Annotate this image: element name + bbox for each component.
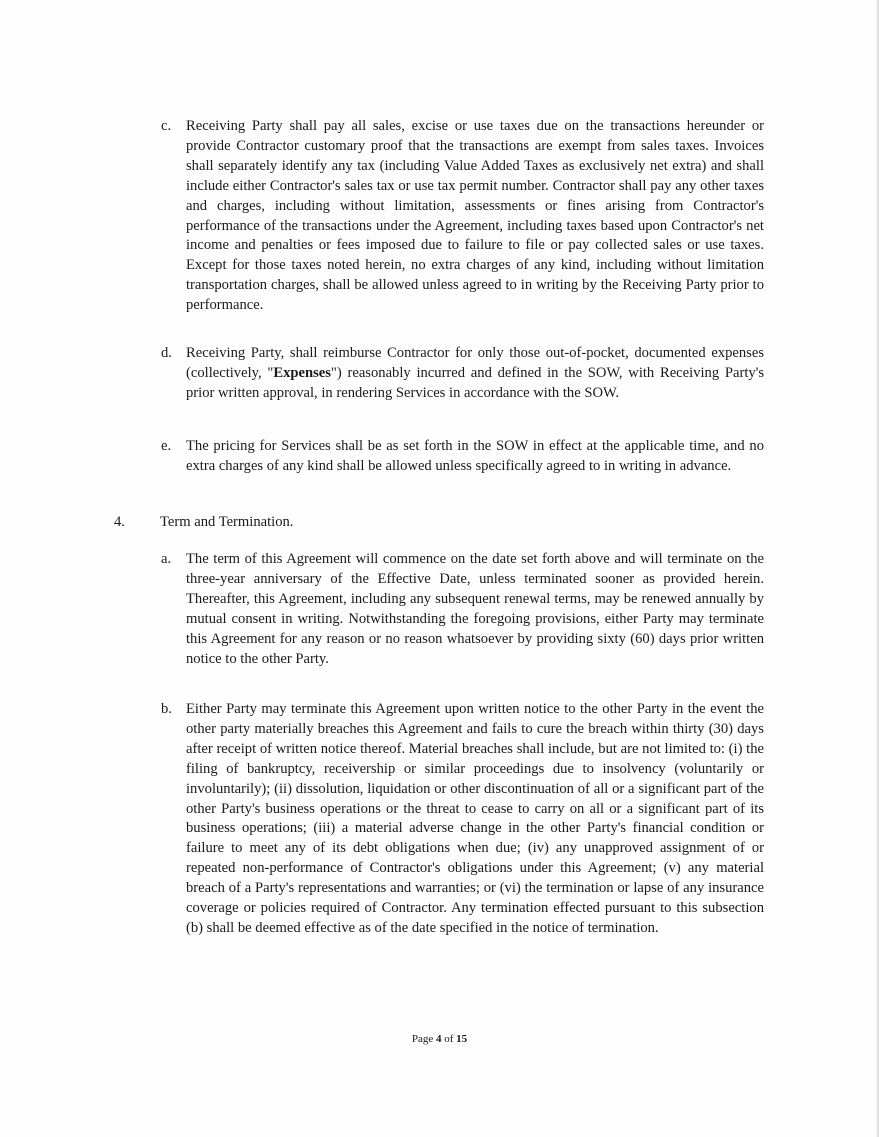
item-d-paragraph [186,344,764,404]
footer-total-pages: 15 [456,1033,468,1045]
section-4-title: Term and Termination. [160,514,294,530]
footer-page-number: 4 [435,1033,442,1045]
item-c-paragraph: Receiving Party shall pay all sales, excise or use taxes due on the transactions hereunder or provide Contractor customary proof that the transactions are exempt from sales taxes. Invoices shall separately identify any tax (including Value Added Taxes as exclusively net extra) and shall include either Contractor's sales tax or use tax permit number. Contractor shall pay any other taxes and charges, including without limitation, assessments or fines arising from Contractor's performance of the transactions under the Agreement, including taxes based upon Contractor's net income and penalties or fees imposed due to failure to file or pay collected sales or use taxes. Except for those taxes noted herein, no extra charges of any kind, including without limitation transportation charges, shall be allowed unless agreed to in writing by the Receiving Party prior to performance. [186,118,764,314]
item-b-marker: b. [161,701,172,717]
item-e-marker: e. [161,438,172,454]
item-d-marker: d. [161,345,172,361]
item-d-text-before: Receiving Party, shall reimburse Contractor for only those out-of-pocket, documented expenses (collectively, " [186,345,764,381]
section-4-number: 4. [114,514,125,530]
page-footer [0,1033,879,1045]
item-b-paragraph: Either Party may terminate this Agreement upon written notice to the other Party in the event the other party materially breaches this Agreement and fails to cure the breach within thirty (30) days after receipt of written notice thereof. Material breaches shall include, but are not limited to: (i) the filing of bankruptcy, receivership or similar proceedings due to insolvency (voluntarily or involuntarily); (ii) dissolution, liquidation or other discontinuation of all or a significant part of the other Party's business operations or the threat to cease to carry on all or a significant part of its business operations; (iii) a material adverse change in the other Party's financial condition or failure to meet any of its debt obligations when due; (iv) any unapproved assignment of or repeated non-performance of Contractor's obligations under this Agreement; (v) any material breach of a Party's representations and warranties; or (vi) the termination or lapse of any insurance coverage or policies required of Contractor. Any termination effected pursuant to this subsection (b) shall be deemed effective as of the date specified in the notice of termination. [186,701,764,936]
item-a-marker: a. [161,551,172,567]
footer-page-label: Page [411,1033,434,1045]
item-e-paragraph: The pricing for Services shall be as set forth in the SOW in effect at the applicable time, and no extra charges of any kind shall be allowed unless specifically agreed to in writing in advance. [186,438,764,474]
item-a-paragraph: The term of this Agreement will commence on the date set forth above and will terminate on the three-year anniversary of the Effective Date, unless terminated sooner as provided herein. Thereafter, this Agreement, including any subsequent renewal terms, may be renewed annually by mutual consent in writing. Notwithstanding the foregoing provisions, either Party may terminate this Agreement for any reason or no reason whatsoever by providing sixty (60) days prior written notice to the other Party. [186,551,764,667]
item-c-marker: c. [161,118,172,134]
defined-term-expenses: Expenses [273,364,331,381]
item-d-text-after: ") reasonably incurred and defined in the SOW, with Receiving Party's prior written approval, in rendering Services in accordance with the SOW. [186,364,764,401]
footer-of-label: of [444,1033,454,1045]
